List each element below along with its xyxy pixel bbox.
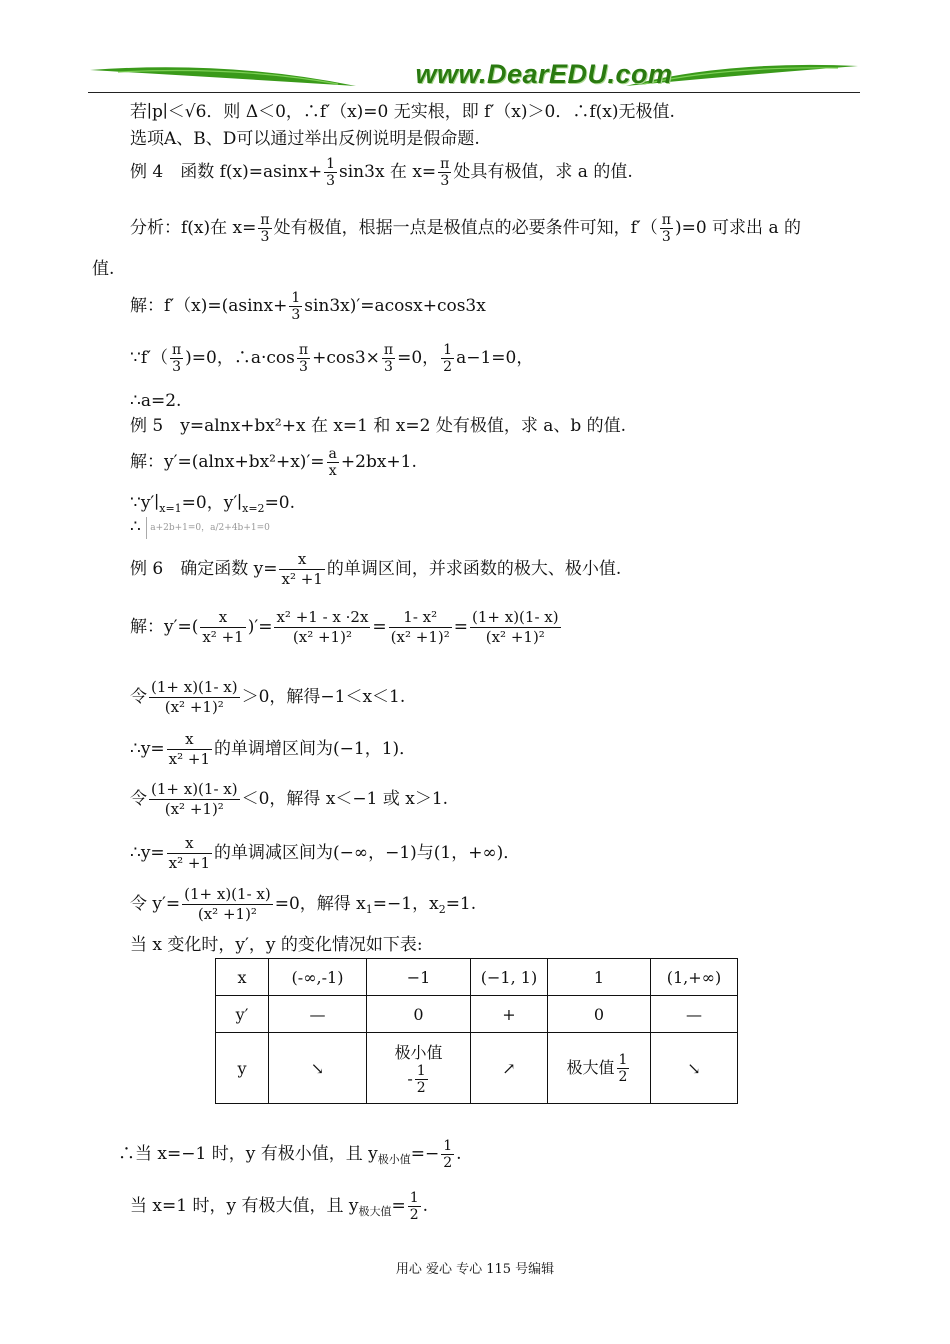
fraction-one-third: $\frac{1}{3}$ [291,290,301,323]
table-row [216,959,738,996]
increasing-interval: ∴y= $\frac{x}{\text{x² +1}}$ 的单调增区间为(−1，1)． [130,730,417,768]
solution-5-line-3: ∴ a+2b+1=0，a/2+4b+1=0 [130,516,273,539]
table-cell: 0 [548,996,651,1033]
fraction-derivative-3: $\frac{(1+ x)(1- x)}{\text{(x² +1)²}}$ [472,608,559,646]
fraction-pi-third: $\frac{\pi}{3}$ [440,156,450,189]
text-line-2: 选项A、B、D可以通过举出反例说明是假命题. [130,129,480,149]
example-4 [130,156,633,189]
fraction-derivative-2: $\frac{\text{1- x²}}{\text{(x² +1)²}}$ [390,608,450,646]
table-intro: 当 x 变化时，y′，y 的变化情况如下表: [130,935,423,955]
condition-positive: 令 $\frac{(1+ x)(1- x)}{\text{(x² +1)²}}$ ＞0，解得−1＜x＜1. [130,678,406,716]
example-5: 例 5 y=alnx+bx²+x 在 x=1 和 x=2 处有极值，求 a、b 的值. [130,416,627,436]
fraction-one-half: $\frac{1}{2}$ [443,342,453,375]
table-cell: + [471,996,548,1033]
fraction-pi-third: $\frac{\pi}{3}$ [171,342,182,375]
ex4-part-c: 处具有极值，求 a 的值. [453,162,633,182]
fraction-x-over-x2-plus-1: $\frac{x}{\text{x² +1}}$ [202,608,244,646]
derivative-line: 解：y′=( $\frac{x}{\text{x² +1}}$ )′= $\frac{\text{x² +1 - x ·2x}}{\text{(x² +1)²}}$ = $\frac{\text{1- x²}}{\text{(x² +1)²}}$ = $\frac{(1+ x)(1- x)}{\text{(x² +1)²}}$ [130,608,559,646]
solution-5-line-2: $\because y'∣_{x=1}=0$，$y'∣_{x=2}=0$. [130,493,296,515]
table-cell-min: 极小值 - $\frac{1}{2}$ [367,1033,471,1104]
table-cell-max: 极大值 $\frac{1}{2}$ [548,1033,651,1104]
condition-negative: 令 $\frac{(1+ x)(1- x)}{\text{(x² +1)²}}$ ＜0，解得 x＜−1 或 x＞1. [130,780,449,818]
fraction-pi-third: $\frac{\pi}{3}$ [260,212,270,245]
table-cell: (−1, 1) [471,959,548,996]
fraction-x-over-x2-plus-1: $\frac{x}{\text{x² +1}}$ [168,834,211,872]
fraction-derivative-3: $\frac{(1+ x)(1- x)}{\text{(x² +1)²}}$ [184,885,271,923]
table-cell: ↗ [471,1033,548,1104]
equation-system-image: a+2b+1=0，a/2+4b+1=0 [146,517,273,539]
max-conclusion: 当 x=1 时，y 有极大值，且 $y_{极大值}=$ $\frac{1}{2}$ . [130,1190,429,1223]
fraction-pi-third: $\frac{\pi}{3}$ [298,342,309,375]
analysis-part-b: 处有极值，根据一点是极值点的必要条件可知，f′（ [273,218,658,238]
table-cell: — [651,996,738,1033]
solution-4-line-1: 解：f′（x)=(asinx+ $\frac{1}{3}$ sin3x)′=acosx+cos3x [130,290,486,323]
table-cell: — [269,996,367,1033]
table-cell: ↘ [651,1033,738,1104]
table-cell: 1 [548,959,651,996]
table-cell: 0 [367,996,471,1033]
min-conclusion: ∴当 x=−1 时，y 有极小值，且 $y_{极小值}=-$ $\frac{1}{2}$ . [118,1138,462,1171]
solution-4-result: ∴a=2. [130,391,182,411]
table-cell: (1,+∞) [651,959,738,996]
page-header [88,56,860,96]
analysis-part-c: )=0 可求出 a 的 [674,218,801,238]
variation-table [215,958,738,1104]
analysis-line [130,212,801,245]
ex4-part-b: sin3x 在 x= [339,162,437,182]
site-logo-text: www.DearEDU.com [415,59,673,89]
table-cell: y′ [216,996,269,1033]
fraction-one-half: $\frac{1}{2}$ [618,1051,628,1085]
fraction-x-over-x2-plus-1: $\frac{x}{\text{x² +1}}$ [281,550,323,588]
table-row [216,996,738,1033]
fraction-one-half: $\frac{1}{2}$ [409,1190,419,1223]
ex4-part-a: 例 4 函数 f(x)=asinx+ [130,162,323,182]
fraction-derivative-3: $\frac{(1+ x)(1- x)}{\text{(x² +1)²}}$ [151,780,238,818]
fraction-pi-third: $\frac{\pi}{3}$ [661,212,671,245]
table-cell: x [216,959,269,996]
fraction-one-third: $\frac{1}{3}$ [326,156,336,189]
table-cell: y [216,1033,269,1104]
table-cell: −1 [367,959,471,996]
text-line-1: 若∣p∣＜√6．则 Δ＜0，∴f′（x)=0 无实根，即 f′（x)＞0．∴f(x)无极值. [130,102,675,122]
fraction-a-over-x: $\frac{a}{x}$ [328,446,337,479]
analysis-line-2: 值. [92,259,115,279]
header-rule [88,92,860,93]
fraction-one-half: $\frac{1}{2}$ [416,1063,426,1096]
fraction-derivative-1: $\frac{\text{x² +1 - x ·2x}}{\text{(x² +1)²}}$ [276,608,369,646]
zero-derivative: 令 y′= $\frac{(1+ x)(1- x)}{\text{(x² +1)²}}$ =0，解得 $x_1=-1$，$x_2=1$. [130,885,477,923]
fraction-pi-third: $\frac{\pi}{3}$ [383,342,394,375]
analysis-part-a: 分析：f(x)在 x= [130,218,257,238]
example-6: 例 6 确定函数 y= $\frac{x}{\text{x² +1}}$ 的单调区间，并求函数的极大、极小值. [130,550,622,588]
decreasing-interval: ∴y= $\frac{x}{\text{x² +1}}$ 的单调减区间为(−∞，−1)与(1，+∞)． [130,834,521,872]
fraction-x-over-x2-plus-1: $\frac{x}{\text{x² +1}}$ [168,730,211,768]
solution-4-line-2: ∵f′（ $\frac{\pi}{3}$ )=0，∴a·cos $\frac{\pi}{3}$ +cos3× $\frac{\pi}{3}$ =0， $\frac{1}{2}$ a−1=0， [130,342,534,375]
fraction-one-half: $\frac{1}{2}$ [443,1138,453,1171]
table-row [216,1033,738,1104]
solution-5-line-1: 解：y′=(alnx+bx²+x)′= $\frac{a}{x}$ +2bx+1. [130,446,417,479]
table-cell: ↘ [269,1033,367,1104]
fraction-derivative-3: $\frac{(1+ x)(1- x)}{\text{(x² +1)²}}$ [151,678,238,716]
table-cell: (-∞,-1) [269,959,367,996]
page-footer: 用心 爱心 专心 115 号编辑 [395,1262,555,1277]
